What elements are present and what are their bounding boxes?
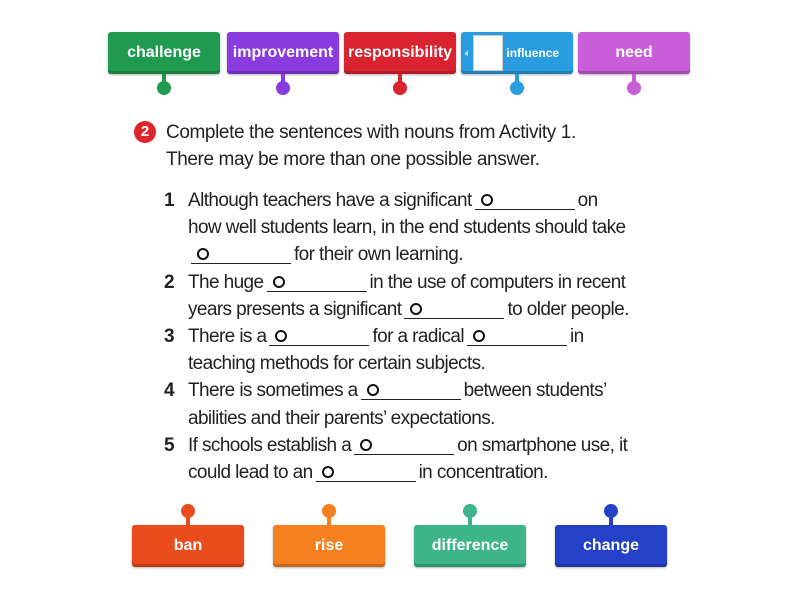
answer-blank[interactable] (361, 381, 461, 400)
connector-dot[interactable] (510, 81, 524, 95)
speaker-icon[interactable]: 🔈︎ (465, 47, 471, 58)
sentence-text: years presents a significant (188, 298, 402, 320)
tile-label: difference (431, 537, 509, 554)
sentence-text: teaching methods for certain subjects. (188, 353, 486, 375)
answer-tile-challenge[interactable] (108, 32, 220, 74)
sentence-line (164, 241, 629, 268)
sentence-text: Although teachers have a significant (188, 190, 472, 211)
drop-target-circle[interactable] (273, 276, 285, 288)
tile-label: need (615, 44, 653, 61)
sentence-line (164, 296, 629, 323)
drop-target-circle[interactable] (322, 466, 334, 478)
connector-dot[interactable] (157, 81, 171, 95)
sentence-text: for their own learning. (294, 244, 463, 266)
answer-tile-improvement[interactable] (227, 32, 339, 74)
connector-dot[interactable] (627, 81, 641, 95)
sentence-text: in the use of computers in recent (369, 271, 626, 293)
tile-label: rise (314, 537, 344, 554)
sentence-number: 1 (164, 190, 174, 211)
answer-blank[interactable] (316, 463, 416, 482)
sentence-text: to older people. (507, 298, 629, 320)
answer-tile-rise[interactable] (273, 525, 385, 567)
answer-tile-change[interactable] (555, 525, 667, 567)
sentence-line (164, 432, 629, 459)
sentence-line (164, 405, 629, 432)
sentence-number: 4 (164, 380, 174, 402)
drop-target-circle[interactable] (410, 303, 422, 315)
sentence-text: for a radical (372, 325, 464, 347)
answer-blank[interactable] (404, 300, 504, 319)
exercise-number-badge: 2 (134, 121, 156, 143)
sentence-text: could lead to an (188, 461, 313, 483)
tile-label: change (582, 537, 639, 554)
sentence-text: on smartphone use, it (457, 434, 628, 456)
sentence-text: in (569, 325, 584, 347)
sentence-text: on (577, 190, 598, 211)
sentence-text: between students’ (463, 380, 607, 402)
connector-stem (468, 513, 472, 525)
connector-dot[interactable] (393, 81, 407, 95)
drop-target-circle[interactable] (367, 384, 379, 396)
answer-tile-difference[interactable] (414, 525, 526, 567)
drop-target-circle[interactable] (473, 330, 485, 342)
answer-tile-need[interactable] (578, 32, 690, 74)
sentence-number: 2 (164, 271, 174, 293)
drop-target-circle[interactable] (360, 439, 372, 451)
sentence-line (164, 323, 629, 350)
answer-tile-influence[interactable] (461, 32, 573, 74)
sentence-text: There is a (188, 325, 267, 347)
sentence-line (164, 459, 629, 486)
sentence-text: The huge (188, 271, 264, 293)
sentence-line (164, 269, 629, 296)
sentence-line (164, 377, 629, 404)
instructions-line-2: There may be more than one possible answer. (166, 149, 540, 170)
sentence-number: 3 (164, 325, 174, 347)
drop-target-circle[interactable] (275, 330, 287, 342)
answer-blank[interactable] (467, 327, 567, 346)
drop-target-circle[interactable] (197, 248, 209, 260)
answer-blank[interactable] (475, 191, 575, 210)
connector-stem (186, 513, 190, 525)
answer-tile-ban[interactable] (132, 525, 244, 567)
drop-target-circle[interactable] (481, 194, 493, 206)
tile-label: influence (506, 46, 560, 60)
tile-label: challenge (127, 44, 201, 61)
answer-blank[interactable] (191, 245, 291, 264)
sentence-line (164, 214, 629, 241)
answer-blank[interactable] (269, 327, 369, 346)
sentence-line (164, 187, 629, 214)
connector-stem (609, 513, 613, 525)
connector-dot[interactable] (276, 81, 290, 95)
answer-tile-responsibility[interactable] (344, 32, 456, 74)
answer-blank[interactable] (354, 436, 454, 455)
tile-label: improvement (232, 44, 334, 61)
connector-stem (327, 513, 331, 525)
sentence-text: There is sometimes a (188, 380, 358, 402)
sentence-list (164, 187, 629, 486)
sentence-line (164, 350, 629, 377)
answer-blank[interactable] (267, 273, 367, 292)
sentence-text: abilities and their parents’ expectations. (188, 407, 495, 429)
tile-label: responsibility (347, 44, 453, 61)
sentence-text: If schools establish a (188, 434, 352, 456)
sentence-text: how well students learn, in the end students should take (188, 217, 626, 239)
sentence-number: 5 (164, 434, 174, 456)
tile-label: ban (173, 537, 203, 554)
sentence-text: in concentration. (418, 461, 548, 483)
instructions-line-1: Complete the sentences with nouns from Activity 1. (166, 122, 576, 143)
image-thumbnail (473, 35, 503, 71)
